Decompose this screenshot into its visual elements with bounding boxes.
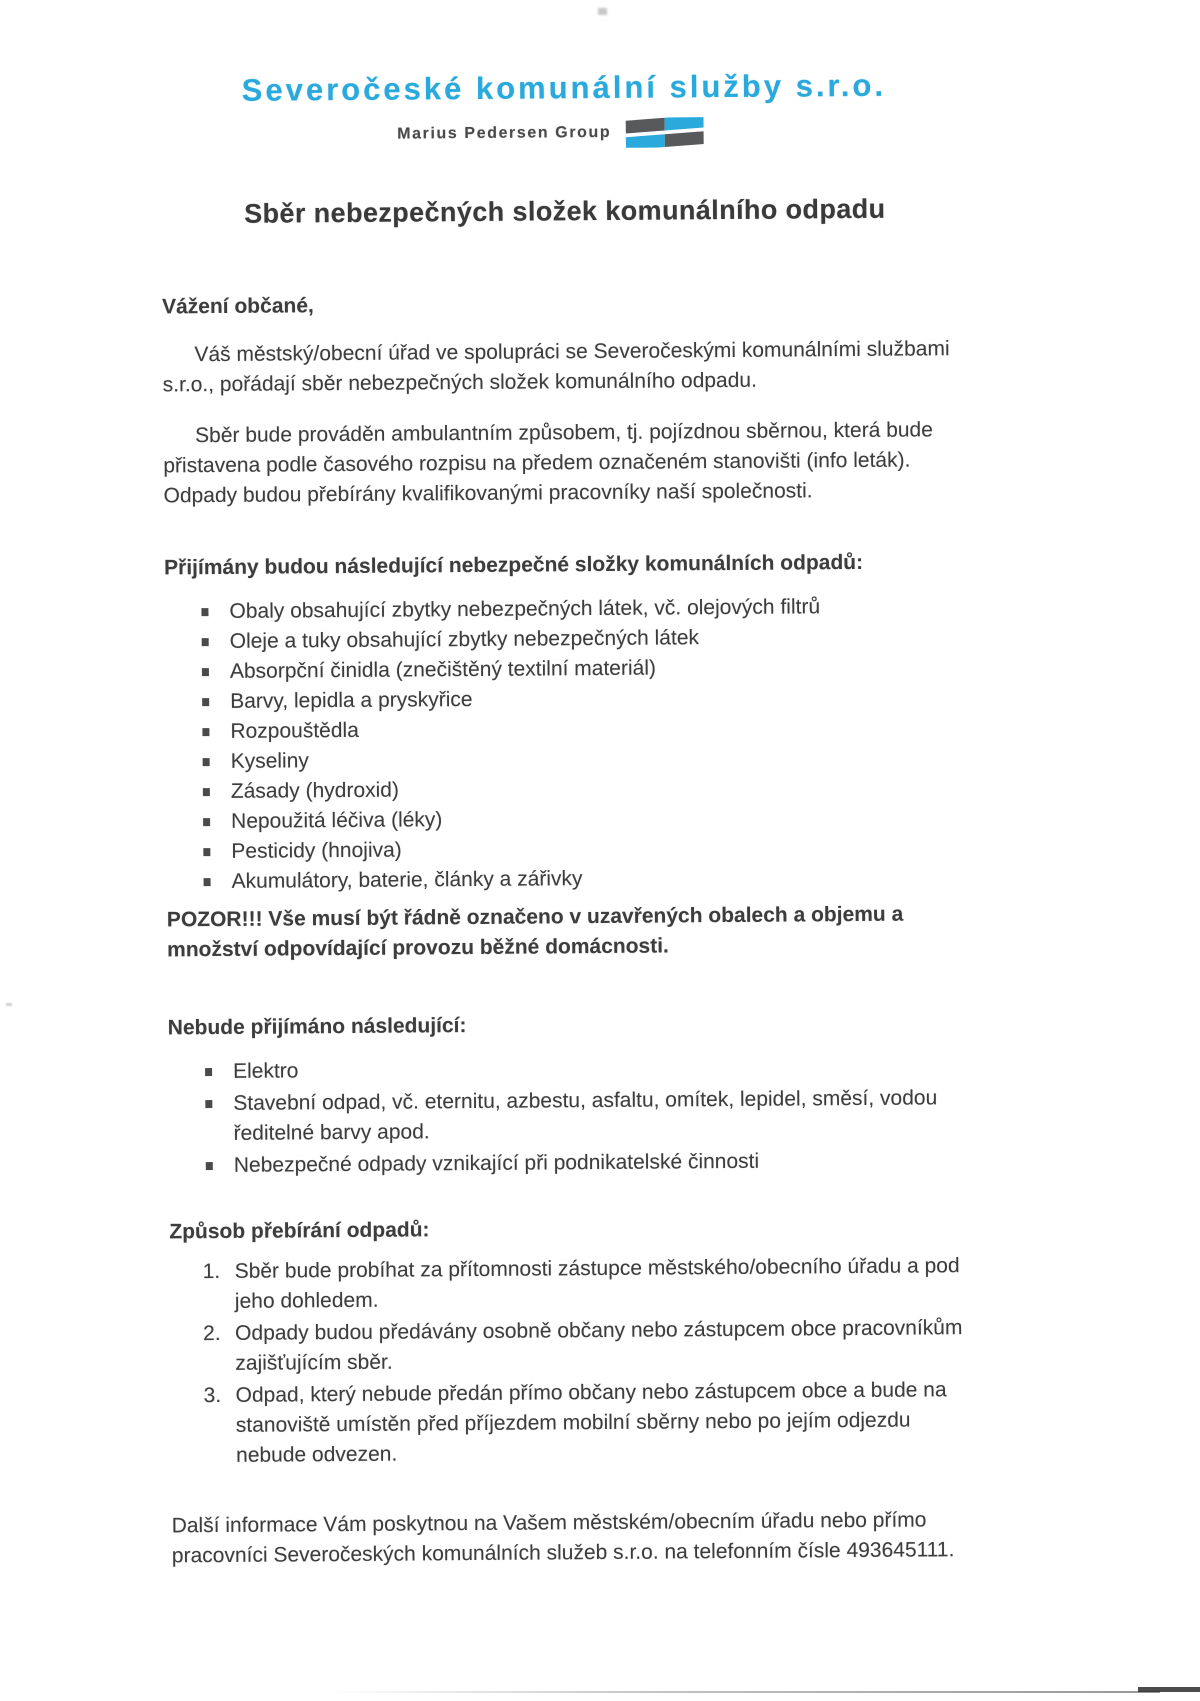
list-item: Kyseliny	[166, 741, 973, 777]
list-item: Nebezpečné odpady vznikající při podnikatelské činnosti	[169, 1145, 976, 1181]
list-item: Absorpční činidla (znečištěný textilní materiál)	[165, 651, 972, 687]
not-accepted-list	[168, 1051, 976, 1181]
list-item: Stavební odpad, vč. eternitu, azbestu, asfaltu, omítek, lepidel, směsí, vodou ředitelné barvy apod.	[168, 1083, 975, 1149]
salutation: Vážení občané,	[161, 294, 314, 319]
list-item: Obaly obsahující zbytky nebezpečných látek, vč. olejových filtrů	[164, 591, 971, 627]
numbered-item: Odpad, který nebude předán přímo občany nebo zástupcem obce a bude na stanoviště umístěn před příjezdem mobilní sběrny nebo po jejím odjezdu nebude odvezen.	[235, 1378, 947, 1467]
warning-text: POZOR!!! Vše musí být řádně označeno v uzavřených obalech a objemu a množství odpovídající provozu běžné domácnosti.	[166, 902, 904, 962]
intro-paragraph-2: Sběr bude prováděn ambulantním způsobem, tj. pojízdnou sběrnou, která bude přistavena podle časového rozpisu na předem označeném stanovišti (info leták). Odpady budou přebírány kvalifikovanými pracovníky naší společnosti.	[163, 418, 933, 508]
not-accepted-heading: Nebude přijímáno následující:	[167, 1014, 467, 1040]
intro-paragraph-1: Váš městský/obecní úřad ve spolupráci se Severočeskými komunálními službami s.r.o., pořádají sběr nebezpečných složek komunálního odpadu.	[162, 337, 950, 397]
list-item: Elektro	[168, 1051, 975, 1087]
list-item: Nepoužitá léčiva (léky)	[166, 801, 973, 837]
marius-pedersen-flag-icon	[625, 117, 703, 148]
footer-note: Další informace Vám poskytnou na Vašem městském/obecním úřadu nebo přímo pracovníci Severočeských komunálních služeb s.r.o. na telefonním čísle 493645111.	[171, 1508, 955, 1568]
list-item: Akumulátory, baterie, články a zářivky	[166, 861, 973, 897]
group-line	[147, 115, 954, 151]
page-title: Sběr nebezpečných složek komunálního odpadu	[244, 193, 886, 229]
numbered-item: Odpady budou předávány osobně občany nebo zástupcem obce pracovníkům zajišťujícím sběr.	[235, 1316, 963, 1375]
method-list	[170, 1251, 979, 1471]
group-name: Marius Pedersen Group	[397, 123, 612, 143]
numbered-item: Sběr bude probíhat za přítomnosti zástupce městského/obecního úřadu a pod jeho dohledem.	[234, 1254, 960, 1313]
method-heading: Způsob přebírání odpadů:	[169, 1218, 430, 1244]
list-item: Oleje a tuky obsahující zbytky nebezpečných látek	[165, 621, 972, 657]
list-item: Zásady (hydroxid)	[166, 771, 973, 807]
list-item: Barvy, lepidla a pryskyřice	[165, 681, 972, 717]
company-name: Severočeské komunální služby s.r.o.	[241, 67, 887, 108]
accepted-heading: Přijímány budou následující nebezpečné složky komunálních odpadů:	[164, 550, 864, 580]
accepted-list	[164, 591, 973, 897]
list-item: Pesticidy (hnojiva)	[166, 831, 973, 867]
list-item: Rozpouštědla	[165, 711, 972, 747]
